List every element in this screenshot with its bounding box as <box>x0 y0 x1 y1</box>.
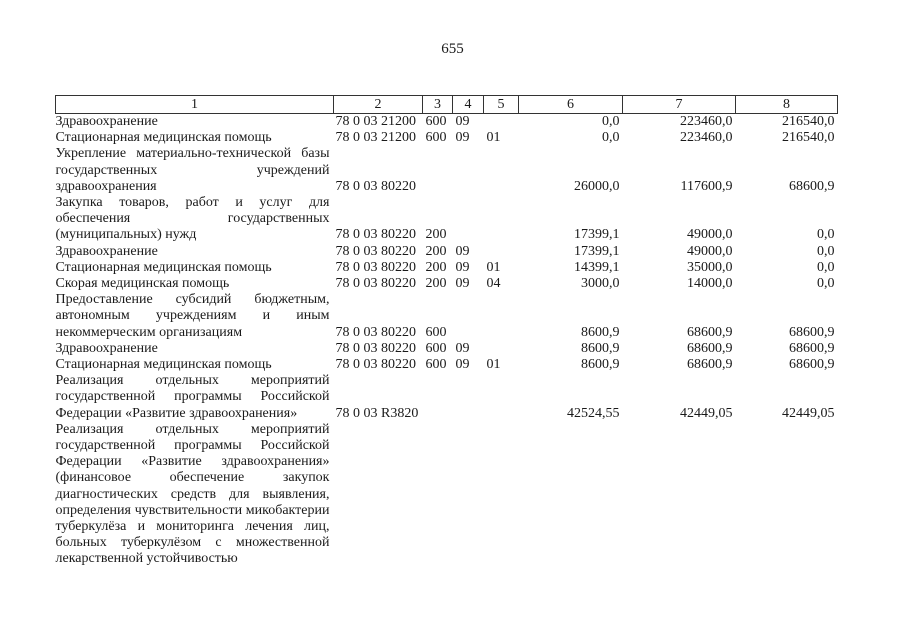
row-code <box>334 422 423 568</box>
row-value-6: 8600,9 <box>581 357 620 373</box>
row-value-8: 0,0 <box>817 227 835 243</box>
column-header-8: 8 <box>736 96 838 114</box>
row-value-7: 14000,0 <box>687 276 733 292</box>
row-pr <box>484 373 519 422</box>
row-rz: 09 <box>455 276 470 292</box>
table-row <box>56 146 838 195</box>
row-pr <box>484 244 519 260</box>
row-value-7: 49000,0 <box>687 243 733 259</box>
row-name: Здравоохранение <box>55 114 158 129</box>
budget-table <box>55 95 838 568</box>
row-name: Реализация отдельных мероприятий государственной программы Российской Федерации «Развитие здравоохранения» <box>55 373 330 421</box>
row-value-8: 216540,0 <box>782 130 835 146</box>
row-pr: 04 <box>486 276 501 292</box>
row-value-6 <box>519 422 623 568</box>
table-row <box>56 422 838 568</box>
row-rz <box>453 195 484 244</box>
row-name: Укрепление материально-технической базы государственных учреждений здравоохранения <box>55 146 330 194</box>
row-value-6: 14399,1 <box>574 259 620 275</box>
row-pr: 01 <box>486 259 501 275</box>
row-vr: 600 <box>425 114 447 129</box>
row-vr: 200 <box>425 227 447 243</box>
row-value-6: 42524,55 <box>567 405 620 421</box>
row-value-7: 68600,9 <box>687 357 733 373</box>
row-value-7: 68600,9 <box>687 324 733 340</box>
row-rz: 09 <box>455 243 470 259</box>
row-pr: 01 <box>486 130 501 146</box>
column-header-4: 4 <box>453 96 484 114</box>
row-code: 78 0 03 80220 <box>335 324 416 340</box>
table-row <box>56 114 838 131</box>
row-value-8: 0,0 <box>817 243 835 259</box>
row-rz <box>453 373 484 422</box>
row-value-8: 68600,9 <box>789 340 835 356</box>
column-header-6: 6 <box>519 96 623 114</box>
row-pr <box>484 422 519 568</box>
row-value-6: 26000,0 <box>574 178 620 194</box>
row-code: 78 0 03 80220 <box>335 178 416 194</box>
row-name: Скорая медицинская помощь <box>55 276 230 292</box>
row-pr <box>484 146 519 195</box>
row-value-7: 223460,0 <box>680 114 733 129</box>
table-row <box>56 357 838 373</box>
row-name: Здравоохранение <box>55 340 158 356</box>
row-code: 78 0 03 R3820 <box>335 405 419 421</box>
row-value-7: 223460,0 <box>680 130 733 146</box>
row-value-7: 42449,05 <box>680 405 733 421</box>
row-name: Стационарная медицинская помощь <box>55 130 272 146</box>
row-vr: 200 <box>425 243 447 259</box>
row-value-6: 17399,1 <box>574 227 620 243</box>
row-code: 78 0 03 21200 <box>335 130 416 146</box>
row-code: 78 0 03 21200 <box>335 114 416 129</box>
row-value-7: 68600,9 <box>687 340 733 356</box>
row-rz <box>453 292 484 341</box>
row-value-6: 17399,1 <box>574 243 620 259</box>
row-name: Стационарная медицинская помощь <box>55 357 272 373</box>
row-vr <box>423 373 453 422</box>
row-vr: 200 <box>425 259 447 275</box>
row-rz: 09 <box>455 114 470 129</box>
row-vr: 600 <box>425 340 447 356</box>
row-vr: 200 <box>425 276 447 292</box>
row-code: 78 0 03 80220 <box>335 276 416 292</box>
row-value-7: 49000,0 <box>687 227 733 243</box>
row-code: 78 0 03 80220 <box>335 227 416 243</box>
table-row <box>56 260 838 276</box>
column-header-7: 7 <box>623 96 736 114</box>
row-value-8: 0,0 <box>817 276 835 292</box>
row-rz: 09 <box>455 357 470 373</box>
row-name: Здравоохранение <box>55 243 158 259</box>
table-row <box>56 292 838 341</box>
row-pr <box>484 195 519 244</box>
row-name: Стационарная медицинская помощь <box>55 259 272 275</box>
row-pr: 01 <box>486 357 501 373</box>
row-value-8: 42449,05 <box>782 405 835 421</box>
row-value-8: 0,0 <box>817 259 835 275</box>
row-rz <box>453 422 484 568</box>
row-pr <box>484 292 519 341</box>
row-value-6: 8600,9 <box>581 324 620 340</box>
column-header-1: 1 <box>56 96 334 114</box>
table-row <box>56 373 838 422</box>
column-header-5: 5 <box>484 96 519 114</box>
row-value-7: 35000,0 <box>687 259 733 275</box>
row-rz: 09 <box>455 340 470 356</box>
row-vr <box>423 422 453 568</box>
row-value-8: 68600,9 <box>789 324 835 340</box>
row-pr <box>484 114 519 131</box>
row-vr: 600 <box>425 324 447 340</box>
row-rz: 09 <box>455 130 470 146</box>
row-value-6: 8600,9 <box>581 340 620 356</box>
table-row <box>56 195 838 244</box>
row-vr <box>423 146 453 195</box>
row-name: Реализация отдельных мероприятий государственной программы Российской Федерации «Развитие здравоохранения» (финансовое обеспечение закупок диагностических средств для выявления, определения чувствительности микобактерии туберкулёза и мониторинга лечения лиц, больных туберкулёзом с множественной лекарственной устойчивостью <box>55 421 330 567</box>
row-name: Закупка товаров, работ и услуг для обеспечения государственных (муниципальных) нужд <box>55 195 330 243</box>
row-vr: 600 <box>425 357 447 373</box>
table-row <box>56 341 838 357</box>
row-rz: 09 <box>455 259 470 275</box>
table-row <box>56 130 838 146</box>
row-value-8: 216540,0 <box>782 114 835 129</box>
row-value-6: 3000,0 <box>581 276 620 292</box>
row-value-7 <box>623 422 736 568</box>
row-value-8 <box>736 422 838 568</box>
row-value-8: 68600,9 <box>789 357 835 373</box>
table-row <box>56 276 838 292</box>
row-code: 78 0 03 80220 <box>335 357 416 373</box>
column-header-2: 2 <box>334 96 423 114</box>
column-header-3: 3 <box>423 96 453 114</box>
table-header-row <box>56 96 838 114</box>
row-name: Предоставление субсидий бюджетным, автономным учреждениям и иным некоммерческим организациям <box>55 292 330 340</box>
row-rz <box>453 146 484 195</box>
row-code: 78 0 03 80220 <box>335 340 416 356</box>
row-vr: 600 <box>425 130 447 146</box>
page-number: 655 <box>441 41 464 57</box>
row-value-8: 68600,9 <box>789 178 835 194</box>
row-value-6: 0,0 <box>602 114 620 129</box>
table-row <box>56 244 838 260</box>
row-value-7: 117600,9 <box>680 178 733 194</box>
row-value-6: 0,0 <box>602 130 620 146</box>
row-pr <box>484 341 519 357</box>
row-code: 78 0 03 80220 <box>335 243 416 259</box>
row-code: 78 0 03 80220 <box>335 259 416 275</box>
